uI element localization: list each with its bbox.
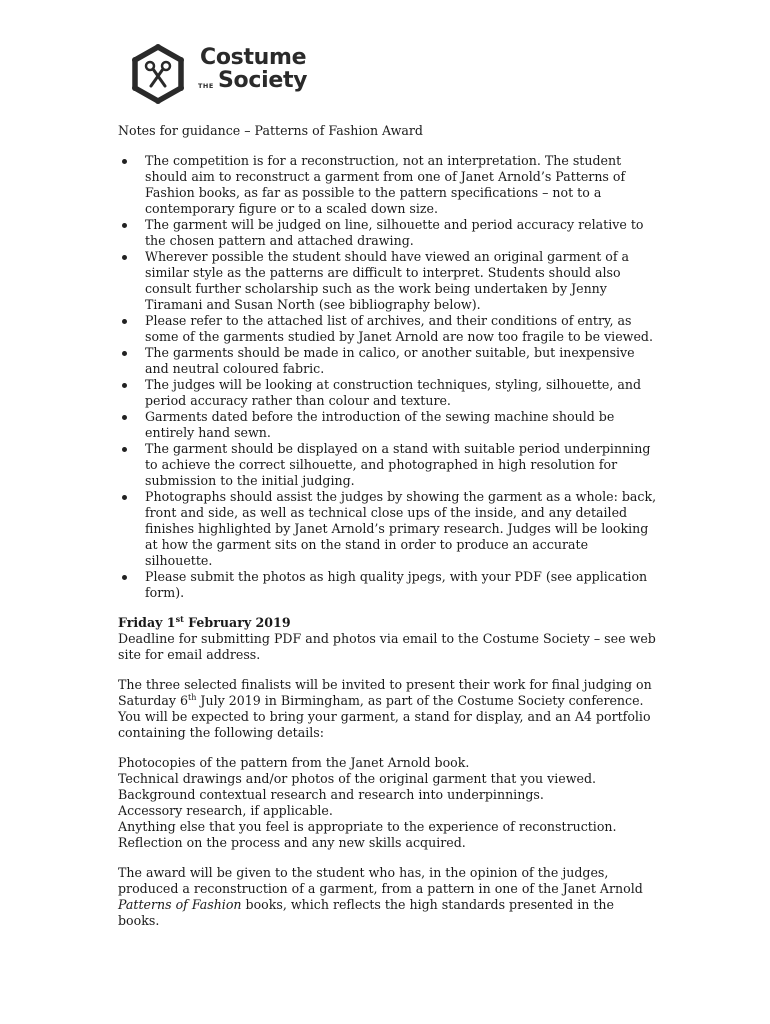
award-book-title: Patterns of Fashion [118,897,242,912]
guidance-item-text: Photographs should assist the judges by showing the garment as a whole: back, front and side, as well as technical close ups of the inside, and any detailed finishes highlighted by Janet Arnold’s primary research. Judges will be looking at how the garment sits on the stand in order to produce an accurate silhouette. [145,489,657,568]
guidance-item [118,249,658,313]
finalists-date-suffix: th [188,692,197,702]
bullet-icon [122,159,127,164]
portfolio-detail: Technical drawings and/or photos of the original garment that you viewed. [118,771,597,786]
guidance-item [118,489,658,569]
guidance-list [118,153,658,601]
award-text-start: The award will be given to the student who has, in the opinion of the judges, produced a reconstruction of a garment, from a pattern in one of the Janet Arnold [118,865,643,896]
deadline-date-suffix: st [175,613,184,624]
guidance-item-text: The judges will be looking at construction techniques, styling, silhouette, and period accuracy rather than colour and texture. [145,377,642,408]
portfolio-detail: Photocopies of the pattern from the Janet Arnold book. [118,755,470,770]
guidance-item-text: The garment will be judged on line, silhouette and period accuracy relative to the chosen pattern and attached drawing. [145,217,644,248]
bullet-icon [122,319,127,324]
guidance-item [118,153,658,217]
bullet-icon [122,575,127,580]
guidance-item-text: Please refer to the attached list of archives, and their conditions of entry, as some of the garments studied by Janet Arnold are now too fragile to be viewed. [145,313,653,344]
guidance-item-text: The garment should be displayed on a stand with suitable period underpinning to achieve the correct silhouette, and photographed in high resolution for submission to the initial judging. [145,441,651,488]
guidance-item-text: Garments dated before the introduction of the sewing machine should be entirely hand sewn. [145,409,615,440]
logo-word-the: THE [198,82,214,90]
guidance-item-text: Please submit the photos as high quality jpegs, with your PDF (see application form). [145,569,648,600]
logo-word-society: Society [218,68,308,93]
portfolio-text: You will be expected to bring your garment, a stand for display, and an A4 portfolio containing the following details: [118,709,651,740]
page-heading: Notes for guidance – Patterns of Fashion Award [118,123,423,138]
portfolio-detail: Reflection on the process and any new skills acquired. [118,835,466,850]
finalists-text-start: The three selected finalists will be invited to present their work for final judging on Saturday 6 [118,677,652,708]
award-text-end: books, which reflects the high standards presented in the books. [118,897,614,928]
bullet-icon [122,383,127,388]
portfolio-details-list [118,755,658,851]
finalists-text-end: July 2019 in Birmingham, as part of the Costume Society conference. [196,693,644,708]
bullet-icon [122,351,127,356]
logo-word-costume: Costume [200,45,307,70]
guidance-item [118,313,658,345]
portfolio-detail: Anything else that you feel is appropriate to the experience of reconstruction. [118,819,617,834]
guidance-item [118,377,658,409]
finalists-text [118,677,658,709]
guidance-item [118,441,658,489]
deadline-date-day: Friday 1 [118,615,176,630]
bullet-icon [122,447,127,452]
award-text [118,865,658,929]
guidance-item-text: The garments should be made in calico, or another suitable, but inexpensive and neutral coloured fabric. [145,345,635,376]
bullet-icon [122,495,127,500]
hexagon-scissors-icon [128,44,188,104]
document-body [118,123,658,943]
guidance-item-text: The competition is for a reconstruction, not an interpretation. The student should aim to reconstruct a garment from one of Janet Arnold’s Patterns of Fashion books, as far as possible to the pattern specifications – not to a contemporary figure or to a scaled down size. [145,153,626,216]
bullet-icon [122,415,127,420]
guidance-item-text: Wherever possible the student should have viewed an original garment of a similar style as the patterns are difficult to interpret. Students should also consult further scholarship such as the work being undertaken by Jenny Tiramani and Susan North (see bibliography below). [145,249,630,312]
portfolio-detail: Background contextual research and research into underpinnings. [118,787,544,802]
guidance-item [118,345,658,377]
guidance-item [118,409,658,441]
portfolio-detail: Accessory research, if applicable. [118,803,333,818]
bullet-icon [122,223,127,228]
bullet-icon [122,255,127,260]
deadline-text: Deadline for submitting PDF and photos via email to the Costume Society – see web site for email address. [118,631,656,662]
deadline-date [118,615,658,631]
guidance-item [118,569,658,601]
deadline-date-month-year: February 2019 [183,615,291,630]
guidance-item [118,217,658,249]
